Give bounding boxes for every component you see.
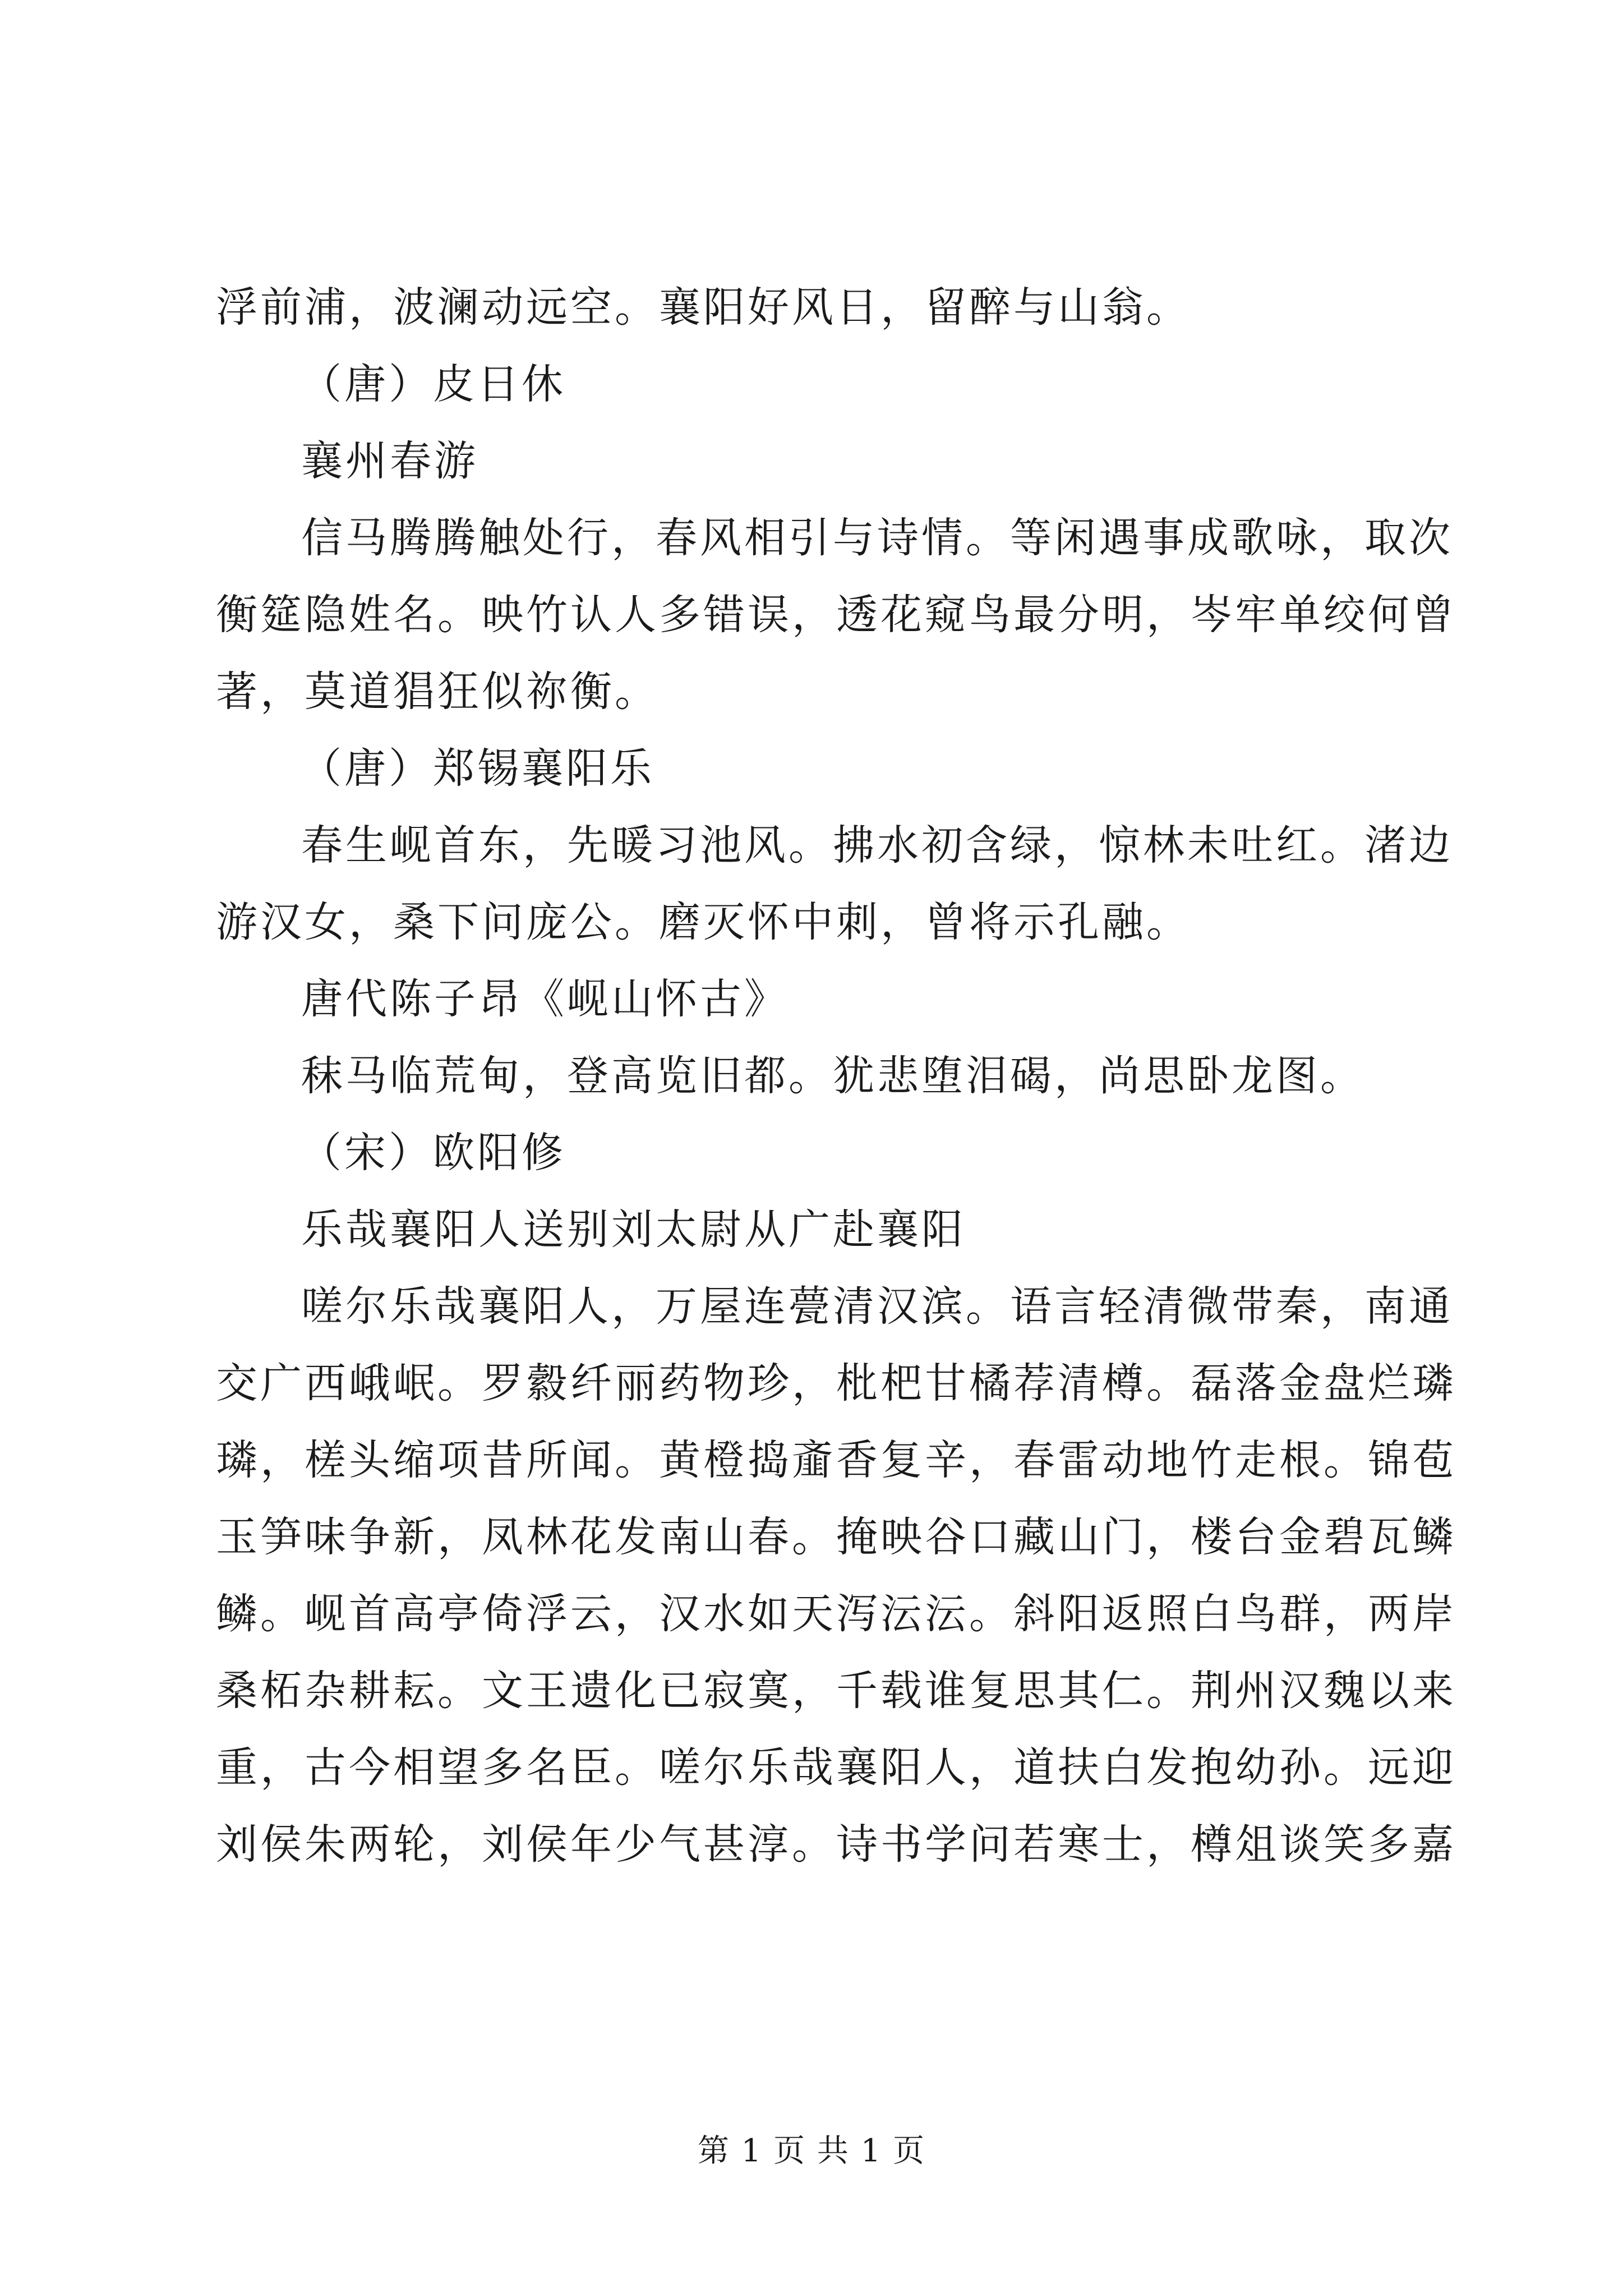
page-number-footer: 第 1 页 共 1 页 (697, 2133, 926, 2169)
text-line: 鳞。岘首高亭倚浮云，汉水如天泻沄沄。斜阳返照白鸟群，两岸 (216, 1590, 1456, 1638)
poem-title: 乐哉襄阳人送别刘太尉从广赴襄阳 (301, 1205, 966, 1254)
text-line: 著，莫道猖狂似祢衡。 (216, 668, 659, 716)
poem-title: 襄州春游 (301, 437, 478, 485)
text-line: 春生岘首东，先暖习池风。拂水初含绿，惊林未吐红。渚边 (301, 821, 1453, 869)
text-line: 衡筵隐姓名。映竹认人多错误，透花窥鸟最分明，岑牢单绞何曾 (216, 591, 1456, 639)
text-line: 桑柘杂耕耘。文王遗化已寂寞，千载谁复思其仁。荆州汉魏以来 (216, 1667, 1456, 1715)
author-line: （宋）欧阳修 (300, 1129, 566, 1177)
document-body (216, 269, 1456, 1883)
text-line: 交广西峨岷。罗縠纤丽药物珍，枇杷甘橘荐清樽。磊落金盘烂璘 (216, 1359, 1456, 1407)
text-line: 秣马临荒甸，登高览旧都。犹悲堕泪碣，尚思卧龙图。 (301, 1052, 1364, 1100)
text-line: 重，古今相望多名臣。嗟尔乐哉襄阳人，道扶白发抱幼孙。远迎 (216, 1743, 1456, 1792)
poem-title: 唐代陈子昂《岘山怀古》 (301, 975, 789, 1023)
author-line: （唐）郑锡襄阳乐 (300, 744, 654, 793)
text-line: 刘侯朱两轮，刘侯年少气甚淳。诗书学问若寒士，樽俎谈笑多嘉 (216, 1820, 1456, 1869)
text-line: 游汉女，桑下问庞公。磨灭怀中刺，曾将示孔融。 (216, 898, 1191, 946)
text-line: 浮前浦，波澜动远空。襄阳好风日，留醉与山翁。 (216, 283, 1191, 332)
text-line: 玉笋味争新，凤林花发南山春。掩映谷口藏山门，楼台金碧瓦鳞 (216, 1513, 1456, 1561)
text-line: 信马腾腾触处行，春风相引与诗情。等闲遇事成歌咏，取次 (301, 514, 1453, 562)
author-line: （唐）皮日休 (300, 360, 566, 408)
text-line: 璘，槎头缩项昔所闻。黄橙捣齑香复辛，春雷动地竹走根。锦苞 (216, 1436, 1456, 1484)
text-line: 嗟尔乐哉襄阳人，万屋连甍清汉滨。语言轻清微带秦，南通 (301, 1282, 1453, 1331)
